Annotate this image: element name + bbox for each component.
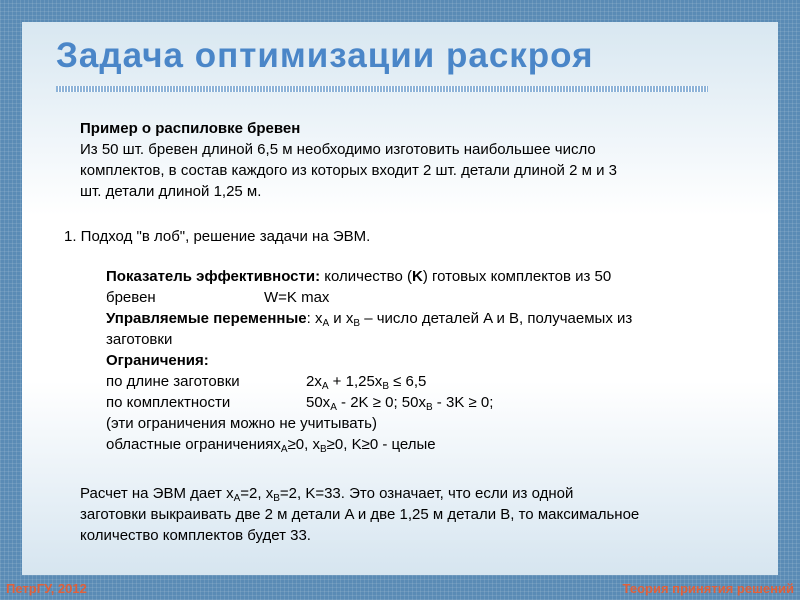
example-line-2: комплектов, в состав каждого из которых входит 2 шт. детали длиной 2 м и 3 bbox=[80, 162, 617, 179]
slide-title: Задача оптимизации раскроя bbox=[56, 36, 594, 75]
result-line-3: количество комплектов будет 33. bbox=[80, 527, 311, 544]
variables-line-2: заготовки bbox=[106, 331, 173, 348]
model-block bbox=[106, 266, 766, 455]
example-line-3: шт. детали длиной 1,25 м. bbox=[80, 183, 262, 200]
objective-formula: W=K max bbox=[264, 289, 330, 306]
variables-rest: – число деталей A и B, получаемых из bbox=[360, 310, 633, 327]
variables-x: : x bbox=[306, 310, 323, 327]
constraint-length-label: по длине заготовки bbox=[106, 373, 240, 390]
variables-sub-b: B bbox=[353, 318, 361, 329]
efficiency-line-2 bbox=[106, 287, 766, 308]
efficiency-label: Показатель эффективности: bbox=[106, 268, 321, 285]
footer-left: ПетрГУ, 2012 bbox=[6, 581, 87, 596]
result-block bbox=[80, 483, 770, 546]
efficiency-k: K bbox=[411, 268, 423, 285]
constraints-label: Ограничения: bbox=[106, 352, 209, 369]
example-block bbox=[80, 118, 760, 202]
variables-label: Управляемые переменные bbox=[106, 310, 307, 327]
constraint-domain-formula: $x_A\ge 0$, $x_B\ge 0$, K≥0 - целые bbox=[273, 436, 436, 455]
result-line-1: Расчет на ЭВМ дает $x_A=2$, $x_B=2$, K=33. Это означает, что если из одной bbox=[80, 485, 574, 504]
approach-item: 1. Подход "в лоб", решение задачи на ЭВМ. bbox=[64, 228, 371, 245]
example-heading: Пример о распиловке бревен bbox=[80, 120, 301, 137]
efficiency-text-a: количество ( bbox=[320, 268, 412, 285]
constraint-note: (эти ограничения можно не учитывать) bbox=[106, 415, 377, 432]
constraint-set-formula: $50x_A - 2K \ge 0$; $50x_B - 3K \ge 0$; bbox=[306, 394, 494, 413]
efficiency-line2-left: бревен bbox=[106, 289, 156, 306]
variables-line bbox=[106, 308, 766, 329]
constraint-set bbox=[106, 392, 766, 413]
title-divider bbox=[56, 86, 708, 92]
constraint-length-formula: $2x_A + 1,25x_B \le 6,5$ bbox=[306, 373, 427, 392]
variables-mid: и x bbox=[329, 310, 354, 327]
example-line-1: Из 50 шт. бревен длиной 6,5 м необходимо изготовить наибольшее число bbox=[80, 141, 596, 158]
efficiency-line bbox=[106, 266, 766, 287]
constraint-domain bbox=[106, 434, 766, 455]
constraint-length bbox=[106, 371, 766, 392]
footer-right: Теория принятия решений bbox=[622, 581, 794, 596]
constraint-domain-label: областные ограничения bbox=[106, 436, 274, 453]
result-line-2: заготовки выкраивать две 2 м детали A и две 1,25 м детали B, то максимальное bbox=[80, 506, 640, 523]
variables-sub-a: A bbox=[322, 318, 330, 329]
constraint-set-label: по комплектности bbox=[106, 394, 231, 411]
efficiency-text-b: ) готовых комплектов из 50 bbox=[422, 268, 612, 285]
